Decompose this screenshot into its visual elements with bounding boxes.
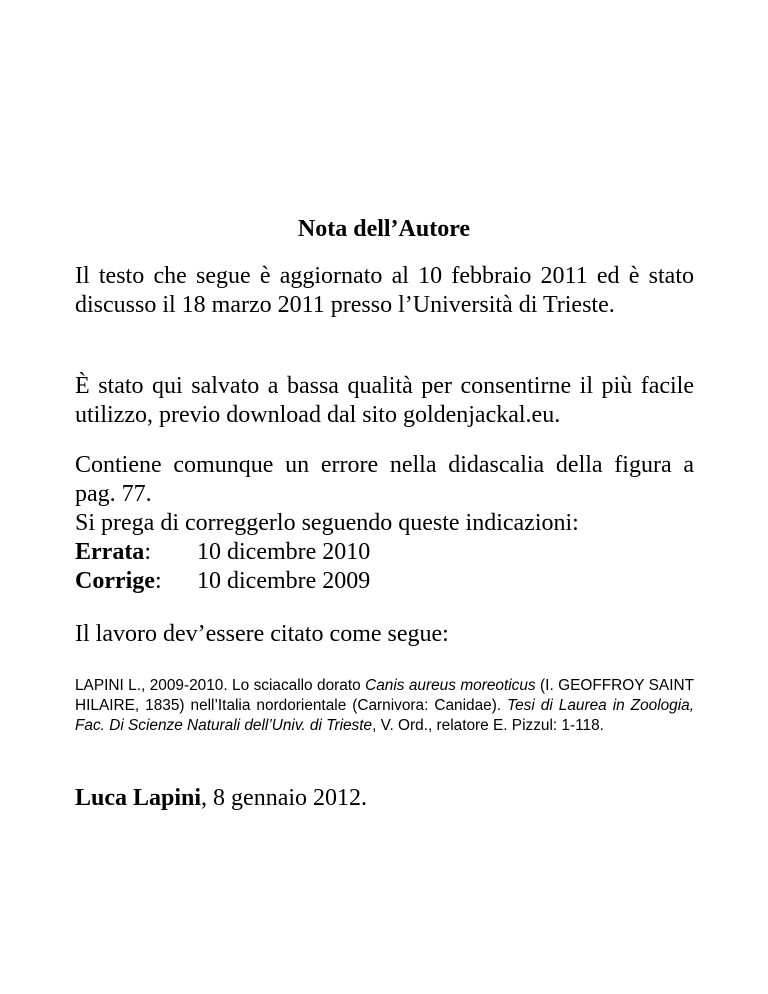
citation-text	[75, 676, 694, 736]
paragraph-quality-note: È stato qui salvato a bassa qualità per consentirne il più facile utilizzo, previo download dal sito goldenjackal.eu.	[75, 373, 694, 428]
page-title: Nota dell’Autore	[297, 216, 471, 242]
errata-row	[75, 538, 694, 567]
corrige-row	[75, 567, 694, 596]
corrige-colon: :	[154, 568, 162, 594]
errata-value: 10 dicembre 2010	[197, 539, 371, 565]
citation-thesis: Tesi di Laurea in Zoologia, Fac. Di Scienze Naturali dell’Univ. di Trieste	[75, 697, 694, 734]
errata-label-wrap	[75, 538, 197, 567]
signature	[75, 784, 367, 813]
paragraph-errata	[75, 451, 694, 596]
corrige-value: 10 dicembre 2009	[197, 568, 371, 594]
errata-colon: :	[144, 539, 151, 565]
citation-species: Canis aureus moreoticus	[365, 677, 536, 694]
errata-label: Errata	[75, 539, 145, 565]
errata-intro-text: Contiene comunque un errore nella didascalia della figura a pag. 77.	[75, 452, 694, 507]
corrige-label-wrap	[75, 567, 197, 596]
signature-name: Luca Lapini	[75, 785, 202, 811]
corrige-label: Corrige	[75, 568, 155, 594]
paragraph-update-note: Il testo che segue è aggiornato al 10 febbraio 2011 ed è stato discusso il 18 marzo 2011 presso l’Università di Trieste.	[75, 263, 694, 318]
citation-part-2: (I. GEOFFROY SAINT HILAIRE, 1835) nell’Italia nordorientale (Carnivora: Canidae).	[75, 677, 694, 714]
citation-part-3: , V. Ord., relatore E. Pizzul: 1-118.	[372, 717, 604, 734]
citation-part-1: LAPINI L., 2009-2010. Lo sciacallo dorato	[75, 677, 366, 694]
signature-date: , 8 gennaio 2012.	[201, 785, 368, 811]
errata-instruction-text: Si prega di correggerlo seguendo queste indicazioni:	[75, 510, 579, 536]
citation-intro: Il lavoro dev’essere citato come segue:	[75, 621, 449, 647]
